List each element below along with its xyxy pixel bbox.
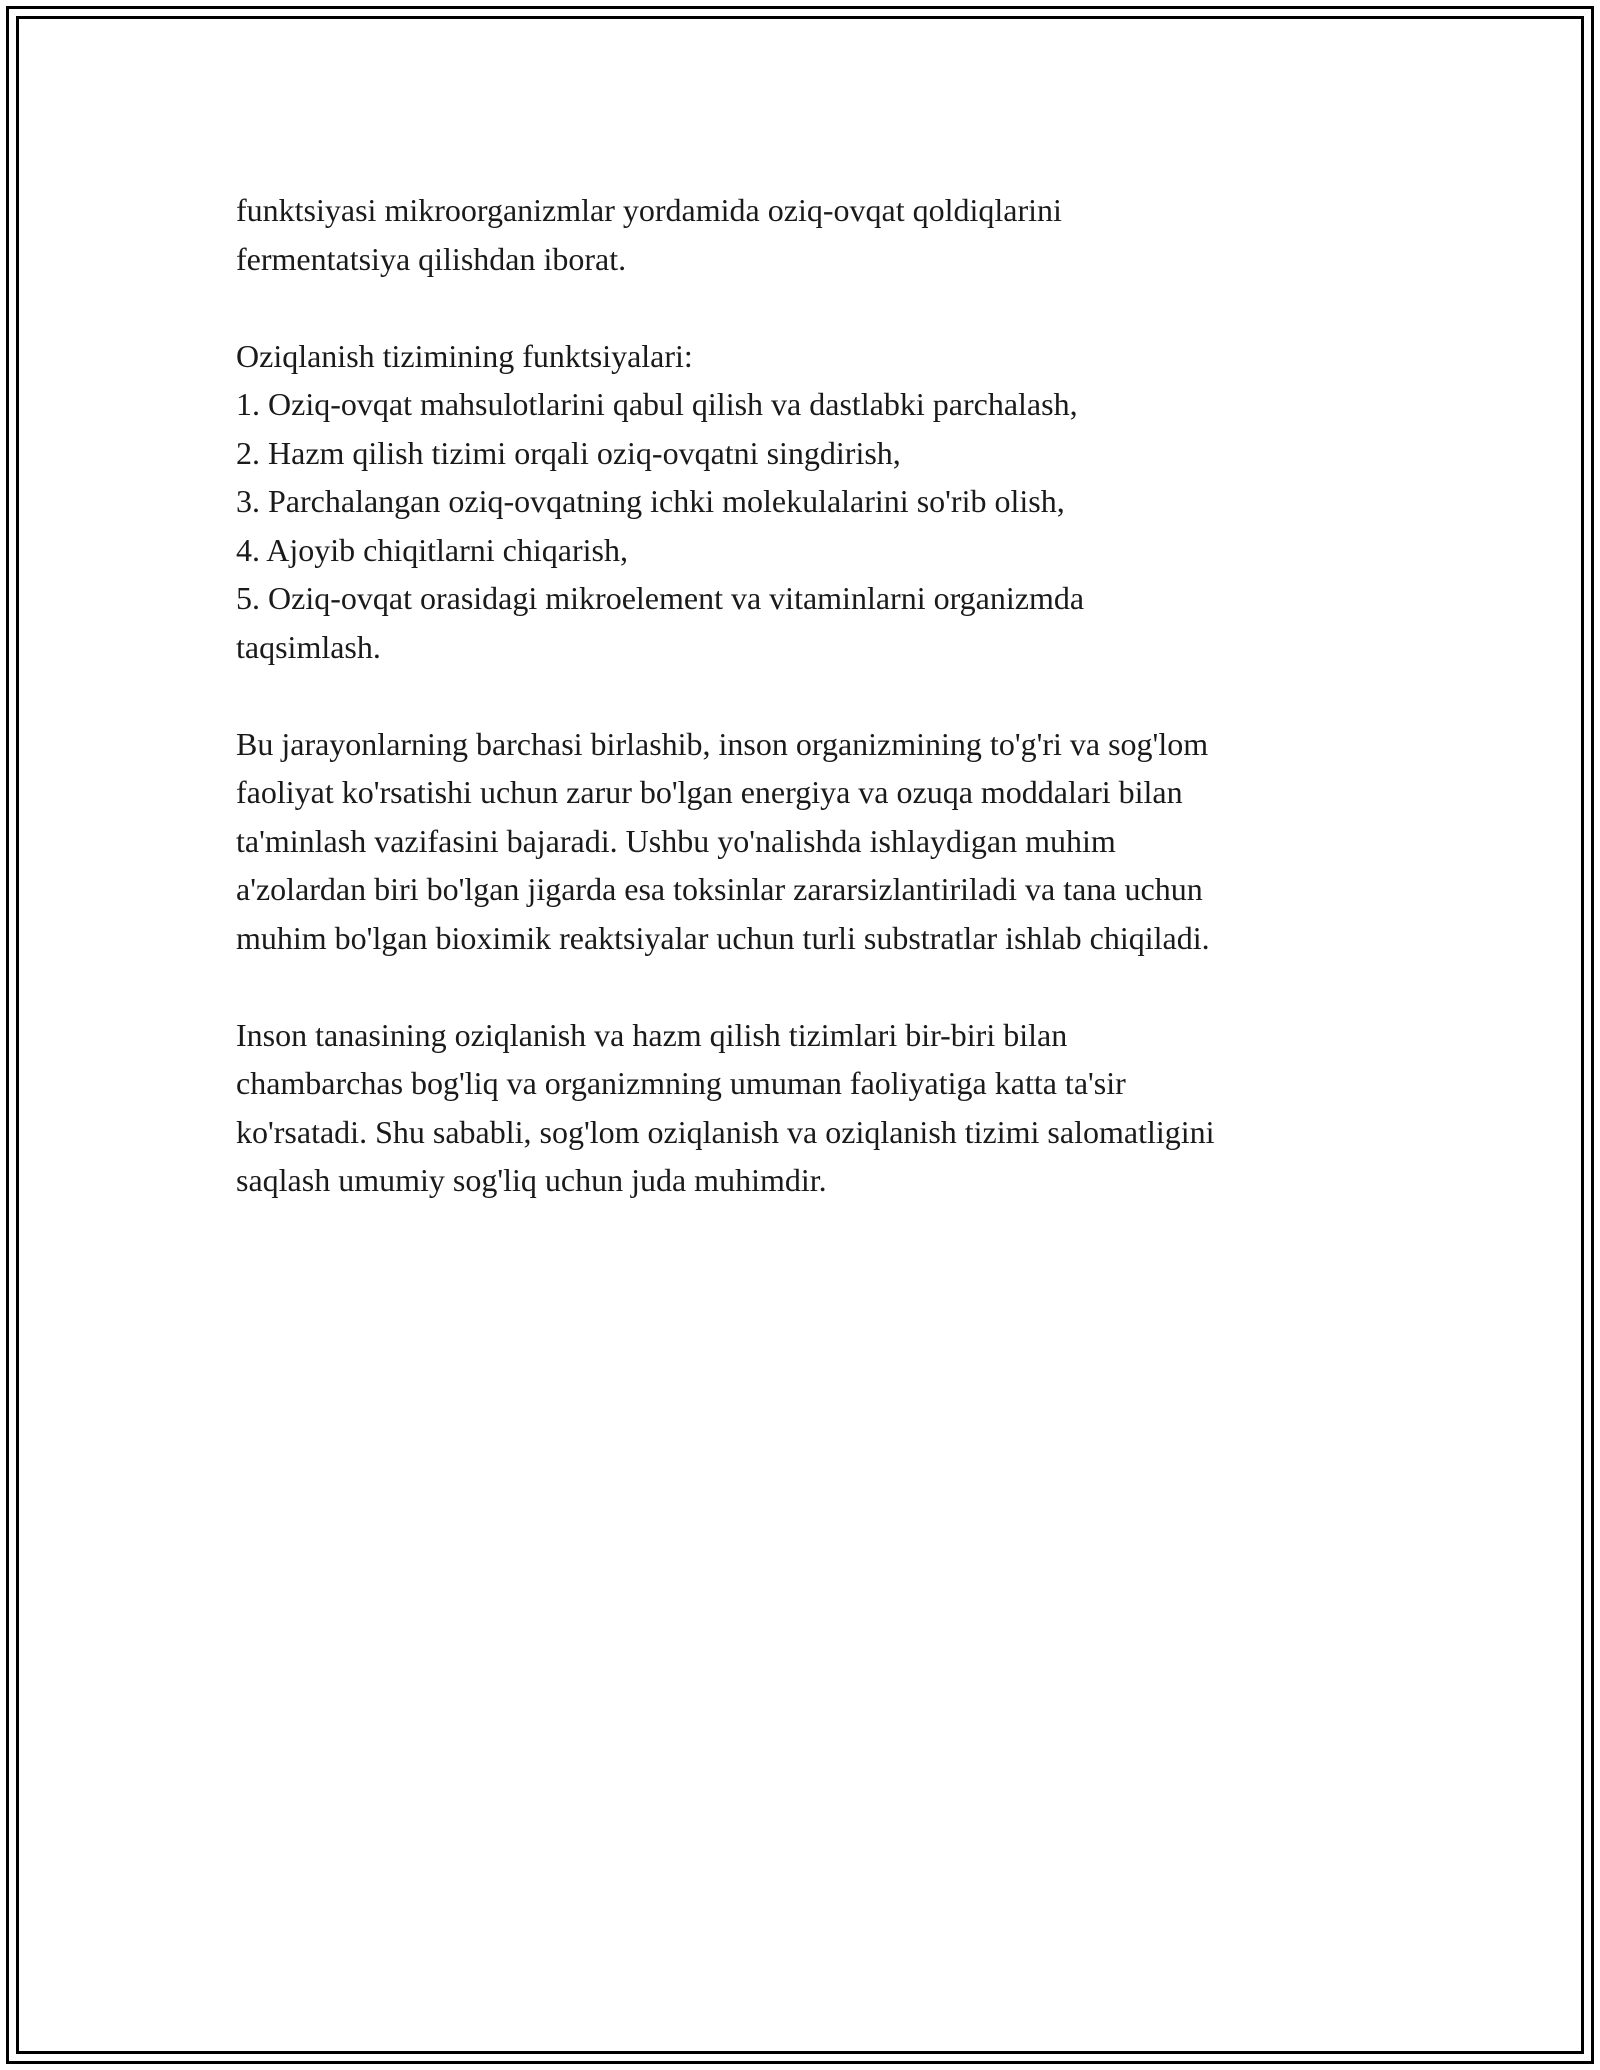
text-line: muhim bo'lgan bioximik reaktsiyalar uchun turli substratlar ishlab chiqiladi. (236, 919, 1210, 956)
text-line: ta'minlash vazifasini bajaradi. Ushbu yo'nalishda ishlaydigan muhim (236, 822, 1116, 859)
text-line: faoliyat ko'rsatishi uchun zarur bo'lgan energiya va ozuqa moddalari bilan (236, 774, 1183, 810)
paragraph-processes (236, 720, 1416, 963)
text-line: fermentatsiya qilishdan iborat. (236, 240, 627, 277)
list-item: 4. Ajoyib chiqitlarni chiqarish, (236, 531, 628, 568)
list-item: 3. Parchalangan oziq-ovqatning ichki molekulalarini so'rib olish, (236, 483, 1065, 519)
list-item-continuation: taqsimlash. (236, 628, 381, 665)
text-line: Inson tanasining oziqlanish va hazm qilish tizimlari bir-biri bilan (236, 1016, 1068, 1053)
text-line: Bu jarayonlarning barchasi birlashib, inson organizmining to'g'ri va sog'lom (236, 725, 1209, 762)
document-body (236, 186, 1416, 1253)
list-item: 2. Hazm qilish tizimi orqali oziq-ovqatni singdirish, (236, 434, 901, 471)
text-line: saqlash umumiy sog'liq uchun juda muhimdir. (236, 1162, 827, 1198)
text-line: a'zolardan biri bo'lgan jigarda esa toksinlar zararsizlantiriladi va tana uchun (236, 871, 1203, 907)
text-line: funktsiyasi mikroorganizmlar yordamida oziq-ovqat qoldiqlarini (236, 192, 1062, 228)
paragraph-intro (236, 186, 1416, 283)
functions-heading: Oziqlanish tizimining funktsiyalari: (236, 337, 693, 374)
list-item: 5. Oziq-ovqat orasidagi mikroelement va vitaminlarni organizmda (236, 580, 1085, 616)
functions-section (236, 332, 1416, 672)
list-item: 1. Oziq-ovqat mahsulotlarini qabul qilish va dastlabki parchalash, (236, 386, 1078, 422)
paragraph-conclusion (236, 1011, 1416, 1205)
text-line: ko'rsatadi. Shu sababli, sog'lom oziqlanish va oziqlanish tizimi salomatligini (236, 1113, 1215, 1150)
text-line: chambarchas bog'liq va organizmning umuman faoliyatiga katta ta'sir (236, 1065, 1126, 1101)
